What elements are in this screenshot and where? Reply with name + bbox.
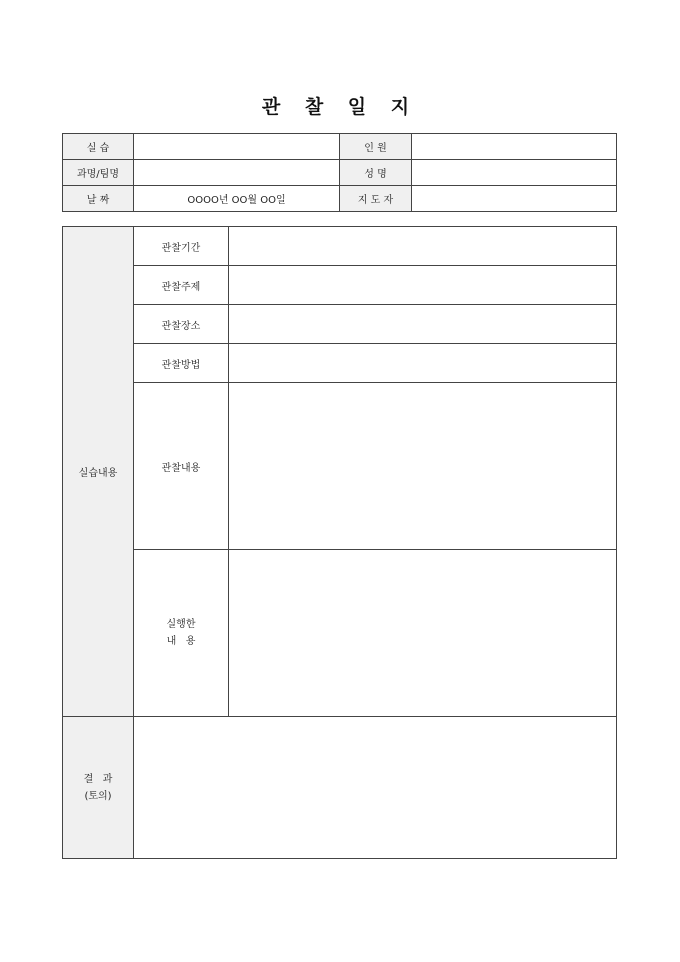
practice-label: 실 습: [63, 134, 134, 160]
result-field[interactable]: [134, 717, 617, 859]
team-field[interactable]: [134, 160, 340, 186]
info-row-date: [63, 186, 617, 212]
period-label: 관찰기간: [134, 227, 229, 266]
method-label: 관찰방법: [134, 344, 229, 383]
topic-label: 관찰주제: [134, 266, 229, 305]
practice-field[interactable]: [134, 134, 340, 160]
performed-row: [63, 550, 617, 717]
performed-label: 실행한 내 용: [134, 550, 229, 717]
activity-table: [62, 226, 617, 859]
date-field[interactable]: OOOO년 OO월 OO일: [134, 186, 340, 212]
date-label: 날 짜: [63, 186, 134, 212]
headcount-label: 인 원: [340, 134, 412, 160]
supervisor-field[interactable]: [412, 186, 617, 212]
supervisor-label: 지 도 자: [340, 186, 412, 212]
team-label: 과명/팀명: [63, 160, 134, 186]
headcount-field[interactable]: [412, 134, 617, 160]
place-label: 관찰장소: [134, 305, 229, 344]
section-label: 실습내용: [63, 227, 134, 717]
method-row: [63, 344, 617, 383]
period-field[interactable]: [229, 227, 617, 266]
topic-row: [63, 266, 617, 305]
place-row: [63, 305, 617, 344]
name-field[interactable]: [412, 160, 617, 186]
result-label: 결 과 (토의): [63, 717, 134, 859]
content-label: 관찰내용: [134, 383, 229, 550]
topic-field[interactable]: [229, 266, 617, 305]
place-field[interactable]: [229, 305, 617, 344]
info-row-team: [63, 160, 617, 186]
info-table: [62, 133, 617, 212]
info-row-practice: [63, 134, 617, 160]
content-field[interactable]: [229, 383, 617, 550]
period-row: [63, 227, 617, 266]
method-field[interactable]: [229, 344, 617, 383]
performed-field[interactable]: [229, 550, 617, 717]
name-label: 성 명: [340, 160, 412, 186]
result-row: [63, 717, 617, 859]
page-title: 관 찰 일 지: [261, 96, 419, 118]
content-row: [63, 383, 617, 550]
